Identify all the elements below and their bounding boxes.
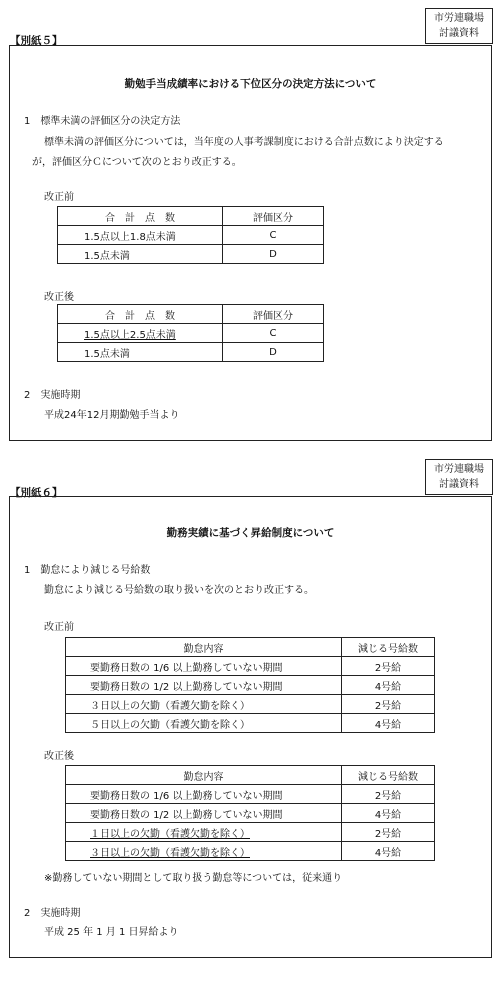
- after-label: 改正後: [44, 751, 74, 762]
- table-row: [66, 785, 435, 804]
- table-cell: [66, 823, 342, 842]
- changed-value: １日以上の欠勤（看護欠勤を除く）: [90, 828, 250, 840]
- table-cell: 2号給: [342, 657, 435, 676]
- paragraph-line: 平成24年12月期勤勉手当より: [44, 410, 180, 421]
- table-cell: 4号給: [342, 714, 435, 733]
- table-row: [66, 842, 435, 861]
- table-cell: 2号給: [342, 823, 435, 842]
- table-header-row: [58, 207, 324, 226]
- document-title: 勤勉手当成績率における下位区分の決定方法について: [124, 78, 377, 90]
- paragraph-line: 標準未満の評価区分については，当年度の人事考課制度における合計点数により決定する: [44, 137, 444, 148]
- table-cell: 要勤務日数の 1/2 以上勤務していない期間: [66, 676, 342, 695]
- stamp-box: [425, 459, 493, 495]
- table-cell: C: [223, 324, 324, 343]
- table-header-row: [66, 766, 435, 785]
- table-cell: D: [223, 245, 324, 264]
- paragraph-line: 平成 25 年 1 月 1 日昇給より: [44, 927, 179, 938]
- header-cell: 合 計 点 数: [58, 305, 223, 324]
- header-cell: 合 計 点 数: [58, 207, 223, 226]
- table-cell: C: [223, 226, 324, 245]
- before-table: [65, 637, 435, 733]
- table-cell: 1.5点未満: [58, 245, 223, 264]
- document-title: 勤務実績に基づく昇給制度について: [166, 527, 335, 539]
- after-table: [65, 765, 435, 861]
- table-row: [66, 804, 435, 823]
- stamp-line: 市労連職場: [434, 13, 484, 24]
- table-cell: [66, 842, 342, 861]
- table-cell: ５日以上の欠勤（看護欠勤を除く）: [66, 714, 342, 733]
- table-row: [66, 676, 435, 695]
- table-row: [66, 823, 435, 842]
- table-header-row: [58, 305, 324, 324]
- document-frame: [9, 45, 492, 441]
- header-cell: 評価区分: [223, 207, 324, 226]
- header-cell: 評価区分: [223, 305, 324, 324]
- header-cell: 勤怠内容: [66, 766, 342, 785]
- table-cell: [58, 324, 223, 343]
- table-row: [58, 245, 324, 264]
- section-heading: 1 勤怠により減じる号給数: [24, 565, 151, 576]
- table-cell: D: [223, 343, 324, 362]
- table-row: [66, 695, 435, 714]
- table-row: [66, 714, 435, 733]
- table-cell: 1.5点未満: [58, 343, 223, 362]
- table-cell: 4号給: [342, 804, 435, 823]
- section-heading: 2 実施時期: [24, 390, 81, 401]
- stamp-line: 市労連職場: [434, 464, 484, 475]
- stamp-line: 討議資料: [439, 28, 479, 39]
- header-cell: 勤怠内容: [66, 638, 342, 657]
- table-cell: 要勤務日数の 1/6 以上勤務していない期間: [66, 657, 342, 676]
- table-row: [58, 343, 324, 362]
- stamp-line: 討議資料: [439, 479, 479, 490]
- after-table: [57, 304, 324, 362]
- table-cell: 4号給: [342, 676, 435, 695]
- attachment-label: 【別紙５】: [10, 35, 63, 47]
- after-label: 改正後: [44, 292, 74, 303]
- header-cell: 減じる号給数: [342, 638, 435, 657]
- table-row: [58, 324, 324, 343]
- table-cell: 1.5点以上1.8点未満: [58, 226, 223, 245]
- before-label: 改正前: [44, 192, 74, 203]
- table-cell: 2号給: [342, 785, 435, 804]
- table-row: [58, 226, 324, 245]
- paragraph-line: が，評価区分Ｃについて次のとおり改正する。: [32, 157, 242, 168]
- before-table: [57, 206, 324, 264]
- section-heading: 1 標準未満の評価区分の決定方法: [24, 116, 181, 127]
- document-frame: [9, 496, 492, 958]
- table-cell: ３日以上の欠勤（看護欠勤を除く）: [66, 695, 342, 714]
- table-cell: 2号給: [342, 695, 435, 714]
- changed-value: 1.5点以上2.5点未満: [84, 329, 176, 341]
- changed-value: ３日以上の欠勤（看護欠勤を除く）: [90, 847, 250, 859]
- table-cell: 要勤務日数の 1/6 以上勤務していない期間: [66, 785, 342, 804]
- header-cell: 減じる号給数: [342, 766, 435, 785]
- paragraph-line: 勤怠により減じる号給数の取り扱いを次のとおり改正する。: [44, 585, 314, 596]
- before-label: 改正前: [44, 622, 74, 633]
- section-heading: 2 実施時期: [24, 908, 81, 919]
- table-header-row: [66, 638, 435, 657]
- table-row: [66, 657, 435, 676]
- stamp-box: [425, 8, 493, 44]
- table-cell: 要勤務日数の 1/2 以上勤務していない期間: [66, 804, 342, 823]
- table-cell: 4号給: [342, 842, 435, 861]
- attachment-label: 【別紙６】: [10, 487, 63, 499]
- footnote: ※勤務していない期間として取り扱う勤怠等については，従来通り: [44, 873, 343, 884]
